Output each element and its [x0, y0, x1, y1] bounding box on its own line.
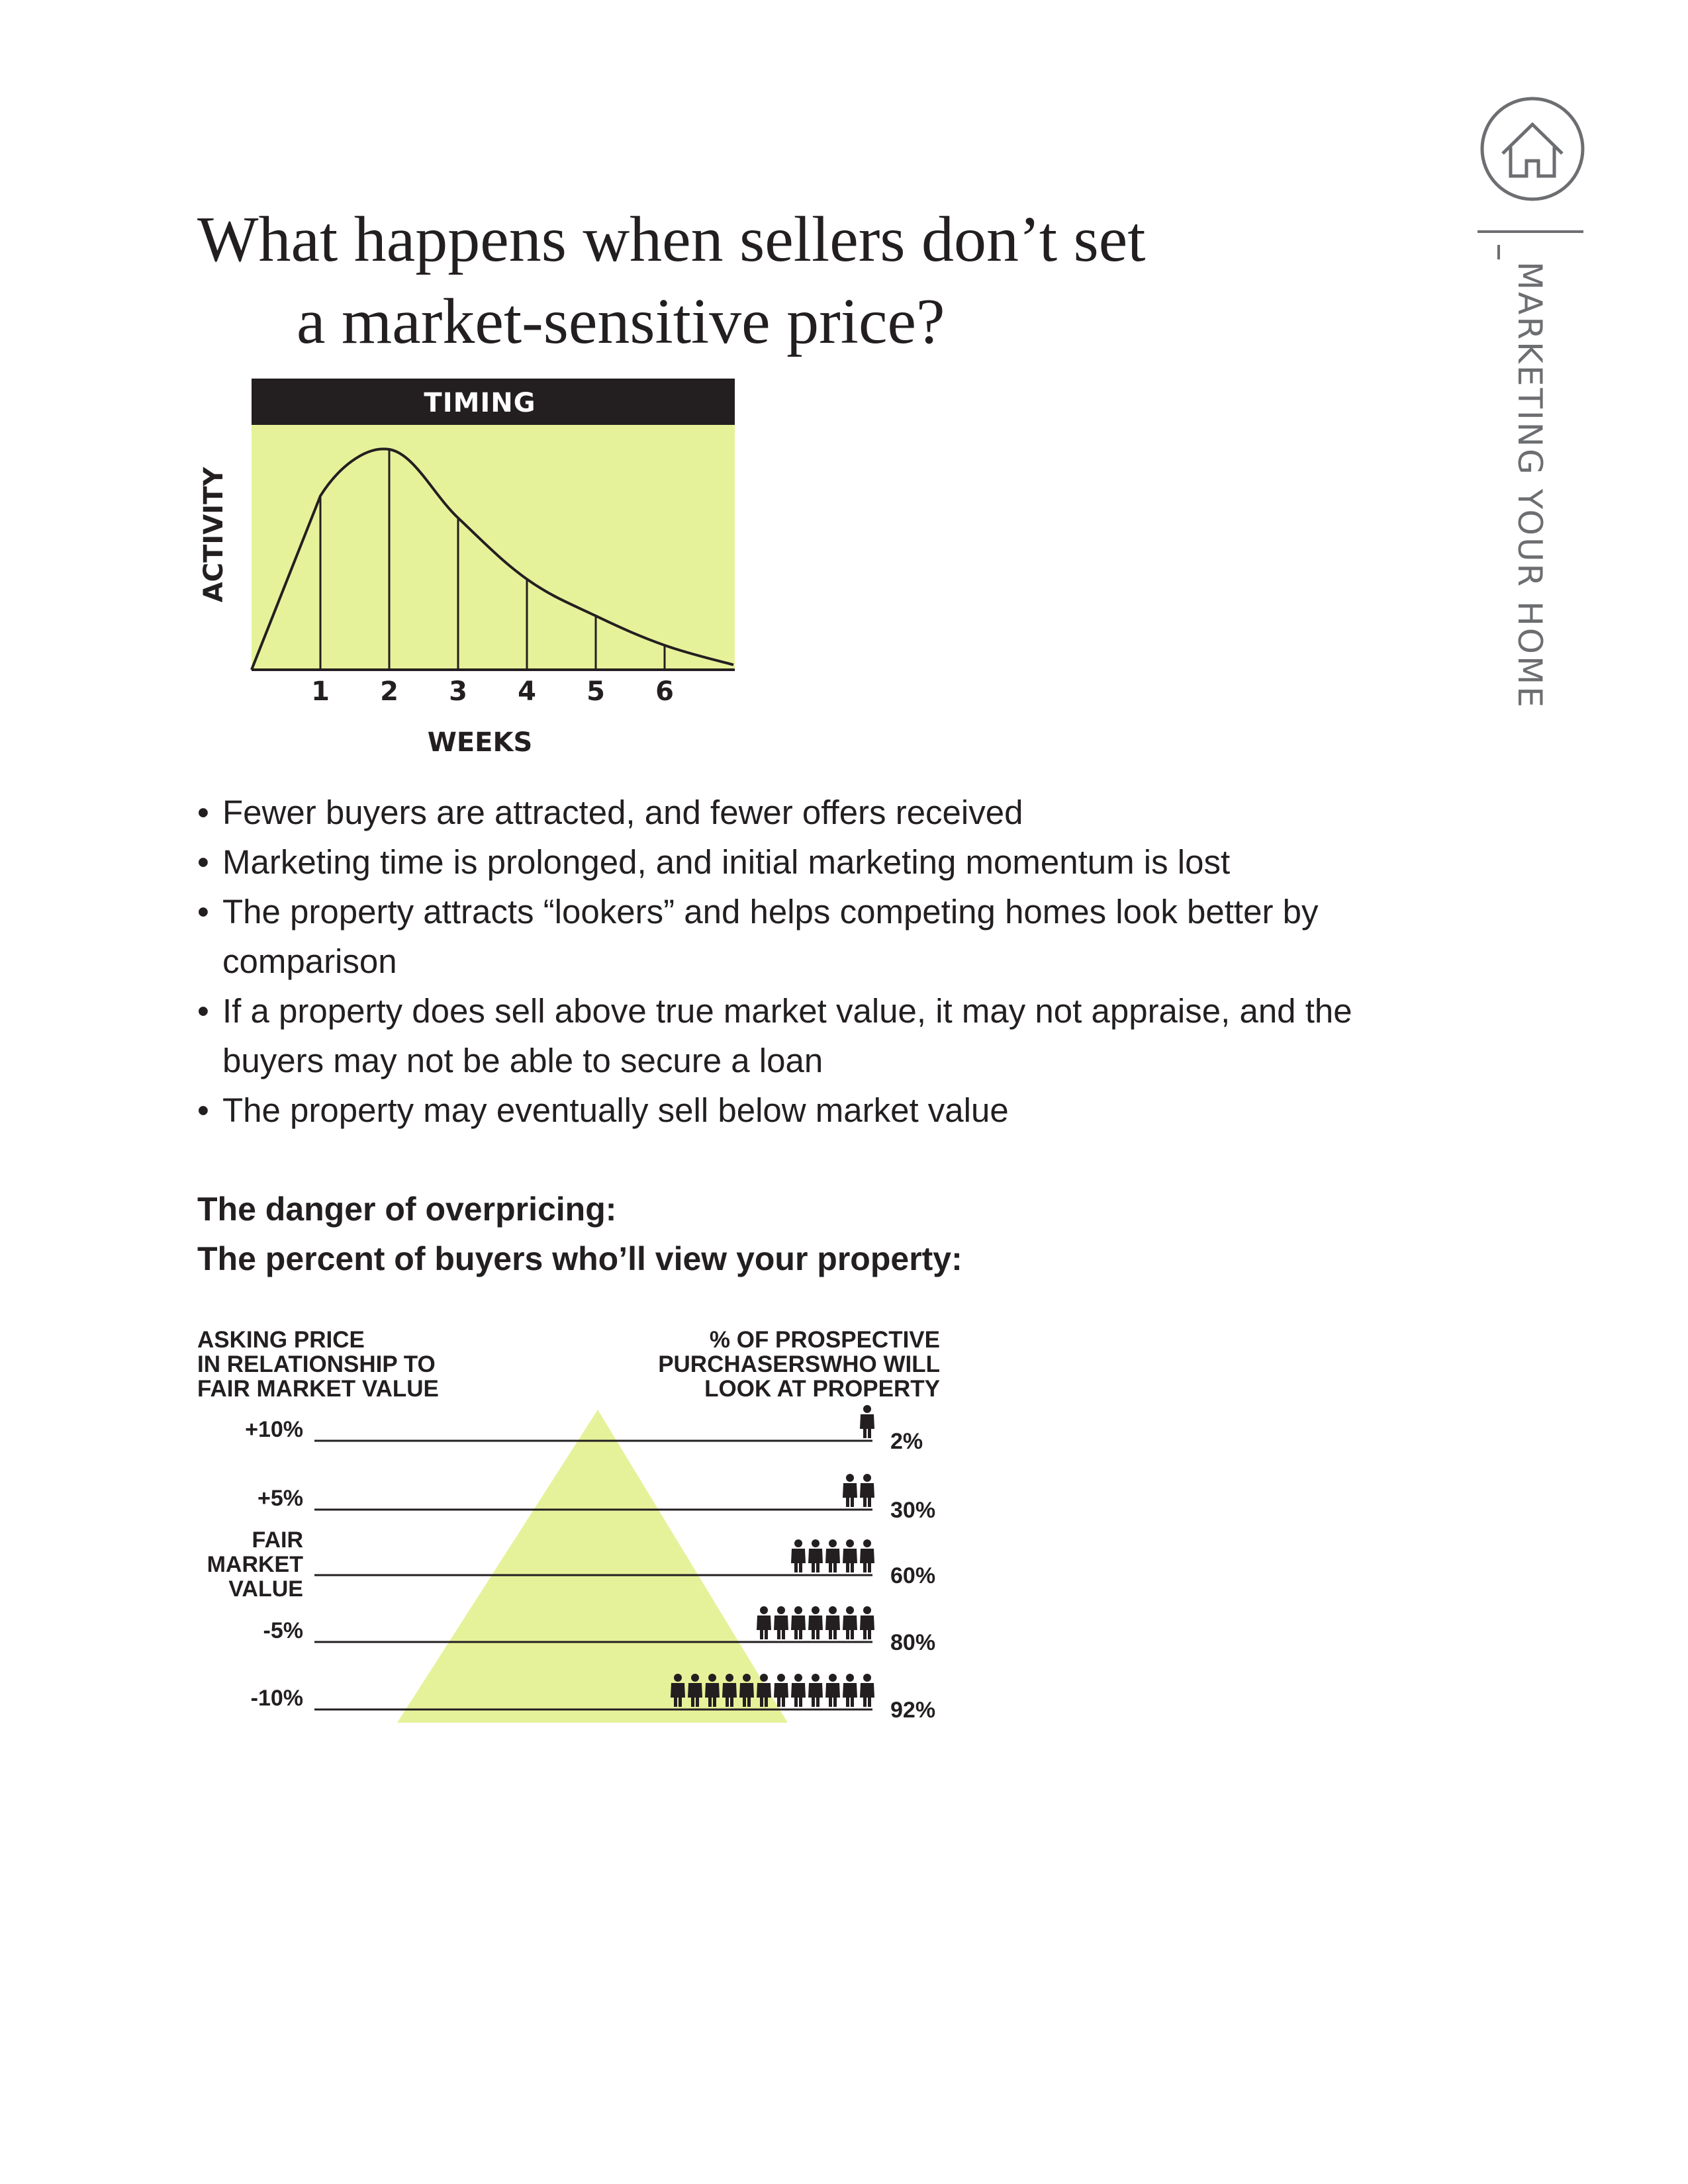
section-label: MARKETING YOUR HOME: [1511, 261, 1549, 709]
timing-x-tick-label: 6: [655, 676, 674, 707]
page-title-line-2: a market-sensitive price?: [297, 286, 945, 357]
person-icon: [774, 1606, 788, 1639]
overpricing-heading: The danger of overpricing:: [197, 1191, 617, 1228]
person-icon: [825, 1674, 840, 1707]
person-icon: [843, 1674, 857, 1707]
timing-chart-plot-area: [252, 425, 735, 670]
bullet-item: • If a property does sell above true market value, it may not appraise, and the buyers may not be able to secure a loan: [197, 986, 1414, 1085]
asking-price-label: FAIR MARKET VALUE: [207, 1527, 303, 1602]
purchaser-percent-value: 92%: [890, 1698, 936, 1723]
person-icon: [843, 1539, 857, 1572]
prospective-purchasers-header: % OF PROSPECTIVE PURCHASERSWHO WILL LOOK AT PROPERTY: [658, 1327, 940, 1402]
timing-x-tick-label: 5: [586, 676, 605, 707]
bullet-item: • The property may eventually sell below market value: [197, 1085, 1415, 1135]
purchaser-percent-value: 80%: [890, 1630, 936, 1655]
timing-chart-title: TIMING: [424, 388, 536, 418]
person-icon: [808, 1674, 823, 1707]
timing-x-ticks: [311, 676, 674, 707]
person-icon: [825, 1539, 840, 1572]
timing-x-tick-label: 4: [518, 676, 536, 707]
purchaser-percent-value: 30%: [890, 1498, 936, 1523]
person-icon: [825, 1606, 840, 1639]
person-icon: [757, 1606, 771, 1639]
overpricing-subheading: The percent of buyers who’ll view your property:: [197, 1240, 962, 1277]
person-icon: [774, 1674, 788, 1707]
asking-price-label: +5%: [258, 1486, 303, 1511]
asking-price-label: -10%: [250, 1686, 303, 1711]
person-icon: [843, 1474, 857, 1507]
bullet-item: • The property attracts “lookers” and helps competing homes look better by comparison: [197, 887, 1407, 986]
house-icon: [1476, 93, 1589, 205]
purchaser-percent-value: 60%: [890, 1563, 936, 1588]
page-title-line-1: What happens when sellers don’t set: [197, 204, 1146, 275]
purchaser-percent-value: 2%: [890, 1429, 923, 1454]
bullet-item: • Fewer buyers are attracted, and fewer offers received: [197, 788, 1415, 837]
person-icon: [791, 1674, 806, 1707]
bullet-item: • Marketing time is prolonged, and initial marketing momentum is lost: [197, 837, 1415, 887]
timing-chart: [185, 374, 755, 771]
side-divider: [1477, 230, 1583, 233]
person-icon: [860, 1405, 874, 1438]
asking-price-header: ASKING PRICE IN RELATIONSHIP TO FAIR MARKET VALUE: [197, 1327, 439, 1402]
person-icon: [860, 1539, 874, 1572]
person-icon: [808, 1606, 823, 1639]
side-divider-vertical: [1497, 245, 1500, 259]
person-icon: [791, 1606, 806, 1639]
person-icon: [808, 1539, 823, 1572]
timing-x-tick-label: 3: [449, 676, 467, 707]
asking-price-label: -5%: [263, 1618, 303, 1643]
timing-x-tick-label: 1: [311, 676, 330, 707]
asking-price-label: +10%: [245, 1417, 303, 1442]
person-icon: [860, 1474, 874, 1507]
person-icon: [860, 1606, 874, 1639]
bullet-list: [197, 788, 1415, 1135]
person-icon: [791, 1539, 806, 1572]
person-icon: [860, 1674, 874, 1707]
timing-y-axis-label: ACTIVITY: [199, 467, 229, 603]
timing-x-axis-label: WEEKS: [427, 727, 533, 758]
person-icon: [843, 1606, 857, 1639]
timing-x-tick-label: 2: [380, 676, 399, 707]
